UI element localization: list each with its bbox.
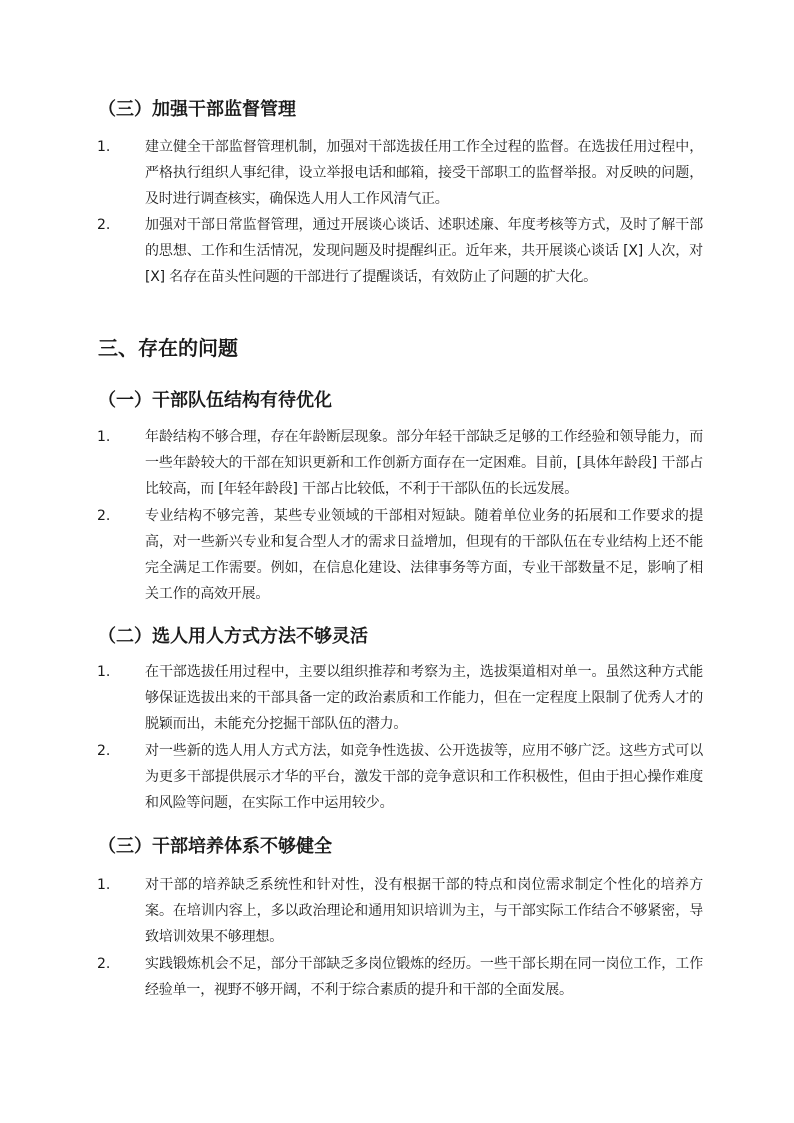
list-item-number: 2.	[97, 217, 111, 233]
list-item-number: 1.	[97, 877, 111, 893]
list-item-text: 建立健全干部监督管理机制，加强对干部选拔任用工作全过程的监督。在选拔任用过程中，严格执行组织人事纪律，设立举报电话和邮箱，接受干部职工的监督举报。对反映的问题，及时进行调查核实，确保选人用人工作风清气正。	[145, 139, 703, 207]
section-heading-team-structure: （一）干部队伍结构有待优化	[98, 390, 332, 411]
list-item-number: 1.	[97, 139, 111, 155]
list-item-number: 2.	[97, 956, 111, 972]
list-item-text: 对干部的培养缺乏系统性和针对性，没有根据干部的特点和岗位需求制定个性化的培养方案。在培训内容上，多以政治理论和通用知识培训为主，与干部实际工作结合不够紧密，导致培训效果不够理想。	[145, 877, 703, 945]
section-heading-strengthen-supervision: （三）加强干部监督管理	[98, 99, 296, 120]
list-item-text: 加强对干部日常监督管理，通过开展谈心谈话、述职述廉、年度考核等方式，及时了解干部的思想、工作和生活情况，发现问题及时提醒纠正。近年来，共开展谈心谈话 [X] 人次，对 [X] 名存在苗头性问题的干部进行了提醒谈话，有效防止了问题的扩大化。	[145, 217, 703, 285]
section-heading-training-system: （三）干部培养体系不够健全	[98, 836, 332, 857]
list-item-number: 2.	[97, 508, 111, 524]
list-item-text: 在干部选拔任用过程中，主要以组织推荐和考察为主，选拔渠道相对单一。虽然这种方式能够保证选拔出来的干部具备一定的政治素质和工作能力，但在一定程度上限制了优秀人才的脱颖而出，未能充分挖掘干部队伍的潜力。	[145, 664, 703, 732]
list-item-number: 1.	[97, 664, 111, 680]
list-item-text: 专业结构不够完善，某些专业领域的干部相对短缺。随着单位业务的拓展和工作要求的提高，对一些新兴专业和复合型人才的需求日益增加，但现有的干部队伍在专业结构上还不能完全满足工作需要。例如，在信息化建设、法律事务等方面，专业干部数量不足，影响了相关工作的高效开展。	[145, 508, 703, 602]
section-heading-selection-methods: （二）选人用人方式方法不够灵活	[98, 626, 368, 647]
chapter-heading-existing-problems: 三、存在的问题	[98, 336, 238, 360]
list-item-text: 年龄结构不够合理，存在年龄断层现象。部分年轻干部缺乏足够的工作经验和领导能力，而一些年龄较大的干部在知识更新和工作创新方面存在一定困难。目前，[具体年龄段] 干部占比较高，而 [年轻年龄段] 干部占比较低，不利于干部队伍的长远发展。	[145, 429, 703, 497]
list-item-text: 实践锻炼机会不足，部分干部缺乏多岗位锻炼的经历。一些干部长期在同一岗位工作，工作经验单一，视野不够开阔，不利于综合素质的提升和干部的全面发展。	[145, 956, 703, 998]
list-item-text: 对一些新的选人用人方式方法，如竞争性选拔、公开选拔等，应用不够广泛。这些方式可以为更多干部提供展示才华的平台，激发干部的竞争意识和工作积极性，但由于担心操作难度和风险等问题，在实际工作中运用较少。	[145, 743, 703, 811]
list-item-number: 2.	[97, 743, 111, 759]
list-item-number: 1.	[97, 429, 111, 445]
